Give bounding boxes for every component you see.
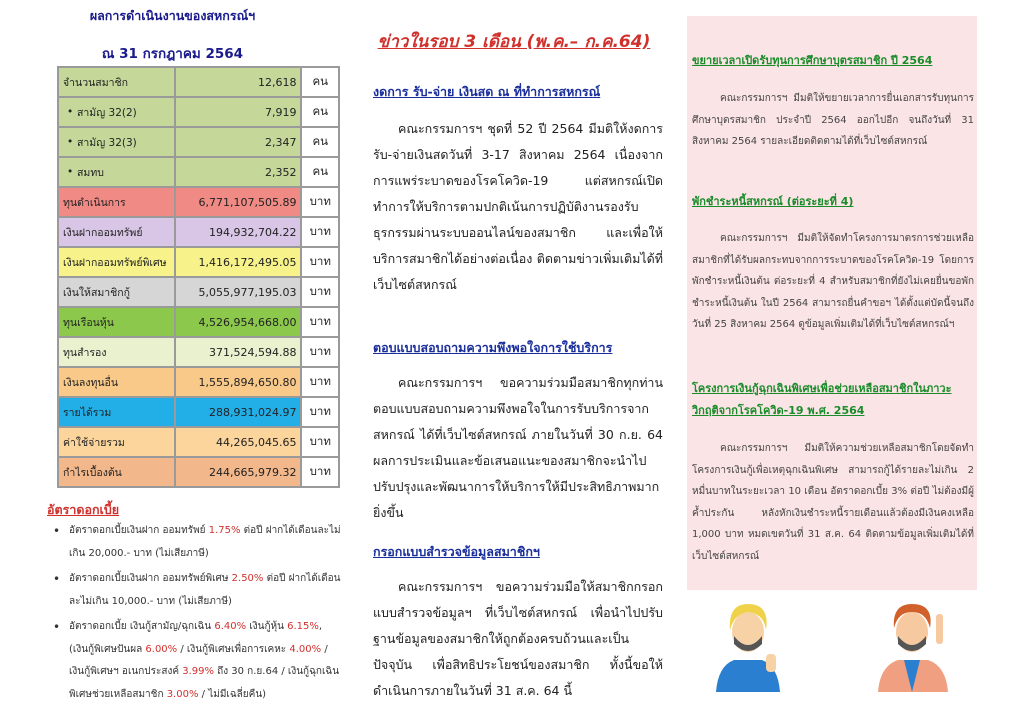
scholarship-body: คณะกรรมการฯ มีมติให้ขยายเวลาการยื่นเอกสารรับทุนการศึกษาบุตรสมาชิก ประจำปี 2564 ออกไปอีก จนถึงวันที่ 31 สิงหาคม 2564 รายละเอียดติดตามได้ที่เว็บไซต์สหกรณ์ (692, 93, 974, 147)
performance-column (0, 0, 345, 724)
stat-row (58, 127, 339, 157)
thumbs-up-hand (766, 654, 776, 672)
rate-text: ต่อปี ฝากได้เดือนละไม่เกิน 20,000.- บาท (ไม่เสียภาษี) (69, 525, 341, 559)
stat-label: รายได้รวม (58, 397, 175, 427)
rate-text: / เงินกู้พิเศษฯ อเนกประสงค์ (69, 643, 328, 677)
rate-text: / เงินกู้พิเศษเพื่อการเคหะ (177, 643, 290, 655)
stat-row (58, 367, 339, 397)
rate-value: 6.15% (287, 621, 319, 632)
rate-value: 6.00% (145, 643, 178, 655)
stat-row (58, 67, 339, 97)
stat-label: กำไรเบื้องต้น (58, 457, 175, 487)
stat-unit: คน (301, 67, 339, 97)
stat-row (58, 277, 339, 307)
stat-value: 1,416,172,495.05 (175, 247, 302, 277)
stat-row (58, 397, 339, 427)
news-member-survey-body: คณะกรรมการฯ ขอความร่วมมือให้สมาชิกกรอกแบบสำรวจข้อมูลฯ ที่เว็บไซต์สหกรณ์ เพื่อนำไปปรับฐานข้อมูลของสมาชิกให้ถูกต้องครบถ้วนและเป็นปัจจุบัน เพื่อสิทธิประโยชน์ของสมาชิก ทั้งนี้ขอให้ดำเนินการภายในวันที่ 31 ส.ค. 64 นี้ (373, 579, 663, 698)
stat-unit: บาท (301, 187, 339, 217)
rate-text: ถึง 30 ก.ย.64 / เงินกู้ฉุกเฉินพิเศษช่วยเหลือสมาชิก (69, 666, 340, 700)
stat-value: 44,265,045.65 (175, 427, 302, 457)
stat-row (58, 247, 339, 277)
news-cash-suspension (373, 82, 663, 298)
interest-rate-item (47, 616, 342, 706)
stat-unit: บาท (301, 307, 339, 337)
masked-person-illustration-1 (712, 596, 784, 692)
stat-value: 2,347 (175, 127, 302, 157)
stat-unit: บาท (301, 457, 339, 487)
performance-table (57, 66, 340, 488)
rate-value: 3.00% (166, 688, 199, 700)
rate-value: 2.50% (231, 573, 264, 584)
news-satisfaction-survey-body: คณะกรรมการฯ ขอความร่วมมือสมาชิกทุกท่าน ตอบแบบสอบถามความพึงพอใจในการรับบริการจากสหกรณ์ ได้ที่เว็บไซต์สหกรณ์ ภายในวันที่ 30 ก.ย. 64 ผลการประเมินและข้อเสนอแนะของสมาชิกจะนำไปปรับปรุงและพัฒนาการให้บริการให้มีประสิทธิภาพมากยิ่งขึ้น (373, 375, 663, 520)
stat-row (58, 337, 339, 367)
bullet-icon: • (53, 572, 61, 586)
emergency-loan-body: คณะกรรมการฯ มีมติให้ความช่วยเหลือสมาชิกโดยจัดทำโครงการเงินกู้เพื่อเหตุฉุกเฉินพิเศษ สามารถกู้ได้รายละไม่เกิน 2 หมื่นบาทในระยะเวลา 10 เดือน อัตราดอกเบี้ย 3% ต่อปี ไม่ต้องมีผู้ค้ำประกัน หลังหักเงินชำระหนี้รายเดือนแล้วต้องมีเงินคงเหลือ 1,000 บาท หมดเขตวันที่ 31 ส.ค. 64 ติดตามข้อมูลเพิ่มเติมได้ที่ เว็บไซต์สหกรณ์ (692, 443, 974, 562)
stat-label: ทุนดำเนินการ (58, 187, 175, 217)
news-member-survey-heading[interactable]: กรอกแบบสำรวจข้อมูลสมาชิกฯ (373, 544, 540, 559)
stat-value: 2,352 (175, 157, 302, 187)
emergency-loan-heading[interactable]: โครงการเงินกู้ฉุกเฉินพิเศษเพื่อช่วยเหลือสมาชิกในภาวะวิกฤติจากโรคโควิด-19 พ.ศ. 2564 (692, 382, 952, 417)
pointing-finger (936, 614, 943, 644)
rate-text: อัตราดอกเบี้ย เงินกู้สามัญ/ฉุกเฉิน (69, 621, 215, 632)
stat-row (58, 427, 339, 457)
stat-unit: บาท (301, 367, 339, 397)
stat-label: ค่าใช้จ่ายรวม (58, 427, 175, 457)
stat-unit: คน (301, 157, 339, 187)
stat-value: 1,555,894,650.80 (175, 367, 302, 397)
rate-text: ต่อปี ฝากได้เดือนละไม่เกิน 10,000.- บาท (ไม่เสียภาษี) (69, 573, 341, 607)
stat-value: 5,055,977,195.03 (175, 277, 302, 307)
performance-date: ณ 31 กรกฎาคม 2564 (101, 46, 244, 62)
performance-title: ผลการดำเนินงานของสหกรณ์ฯ (89, 8, 256, 23)
news-column (358, 0, 670, 724)
rate-value: 1.75% (208, 525, 241, 536)
news-member-survey (373, 542, 663, 704)
stat-unit: บาท (301, 277, 339, 307)
rate-text: , (เงินกู้พิเศษปันผล (69, 621, 323, 655)
rate-value: 3.99% (182, 666, 214, 677)
stat-label: เงินฝากออมทรัพย์พิเศษ (58, 247, 175, 277)
stat-label: เงินฝากออมทรัพย์ (58, 217, 175, 247)
stat-label: ทุนสำรอง (58, 337, 175, 367)
stat-value: 288,931,024.97 (175, 397, 302, 427)
stat-value: 12,618 (175, 67, 302, 97)
stat-label: • สามัญ 32(2) (58, 97, 175, 127)
stat-label: เงินลงทุนอื่น (58, 367, 175, 397)
interest-rate-item (47, 520, 342, 565)
stat-unit: บาท (301, 247, 339, 277)
stat-label: จำนวนสมาชิก (58, 67, 175, 97)
interest-rates-heading: อัตราดอกเบี้ย (47, 502, 120, 517)
stat-row (58, 187, 339, 217)
interest-rate-item (47, 568, 342, 613)
stat-label: เงินให้สมาชิกกู้ (58, 277, 175, 307)
stat-value: 194,932,704.22 (175, 217, 302, 247)
scholarship-heading[interactable]: ขยายเวลาเปิดรับทุนการศึกษาบุตรสมาชิก ปี 2564 (692, 54, 933, 67)
bullet-icon: • (53, 524, 61, 538)
stat-value: 4,526,954,668.00 (175, 307, 302, 337)
stat-unit: คน (301, 97, 339, 127)
news-cash-suspension-heading[interactable]: งดการ รับ-จ่าย เงินสด ณ ที่ทำการสหกรณ์ (373, 84, 601, 99)
rate-text: อัตราดอกเบี้ยเงินฝาก ออมทรัพย์พิเศษ (69, 573, 232, 584)
stat-unit: คน (301, 127, 339, 157)
rate-value: 6.40% (214, 621, 247, 632)
rate-text: เงินกู้หุ้น (246, 621, 288, 632)
announcements-panel (687, 16, 977, 590)
stat-row (58, 97, 339, 127)
news-title: ข่าวในรอบ 3 เดือน (พ.ค.– ก.ค.64) (377, 32, 651, 52)
stat-row (58, 157, 339, 187)
stat-unit: บาท (301, 397, 339, 427)
stat-row (58, 217, 339, 247)
stat-unit: บาท (301, 217, 339, 247)
debt-suspension-body: คณะกรรมการฯ มีมติให้จัดทำโครงการมาตรการช่วยเหลือสมาชิกที่ได้รับผลกระทบจากการระบาดของโรคโควิด-19 โดยการพักชำระหนี้เงินต้น ต่อระยะที่ 4 สำหรับสมาชิกที่ยังไม่เคยยื่นขอพักชำระหนี้เงินต้น ในปี 2564 สามารถยื่นคำขอฯ ได้ตั้งแต่บัดนี้จนถึงวันที่ 25 สิงหาคม 2564 ดูข้อมูลเพิ่มเติมได้ที่เว็บไซต์สหกรณ์ฯ (692, 233, 974, 330)
rate-text: / ไม่มีเฉลี่ยคืน) (198, 688, 267, 700)
bullet-icon: • (53, 620, 61, 634)
stat-row (58, 307, 339, 337)
debt-suspension-heading[interactable]: พักชำระหนี้สหกรณ์ (ต่อระยะที่ 4) (692, 195, 854, 208)
news-satisfaction-survey (373, 338, 663, 526)
stat-unit: บาท (301, 337, 339, 367)
stat-label: ทุนเรือนหุ้น (58, 307, 175, 337)
stat-unit: บาท (301, 427, 339, 457)
stat-label: • สมทบ (58, 157, 175, 187)
interest-rates-list (47, 520, 342, 709)
masked-person-illustration-2 (874, 596, 954, 692)
news-satisfaction-survey-heading[interactable]: ตอบแบบสอบถามความพึงพอใจการใช้บริการ (373, 340, 613, 355)
stat-value: 371,524,594.88 (175, 337, 302, 367)
stat-row (58, 457, 339, 487)
stat-label: • สามัญ 32(3) (58, 127, 175, 157)
news-cash-suspension-body: คณะกรรมการฯ ชุดที่ 52 ปี 2564 มีมติให้งดการรับ-จ่ายเงินสดวันที่ 3-17 สิงหาคม 2564 เนื่องจากการแพร่ระบาดของโรคโควิด-19 แต่สหกรณ์เปิดทำการให้บริการตามปกติเน้นการปฏิบัติงานรองรับธุรกรรมผ่านระบบออนไลน์ของสมาชิก และเพื่อให้บริการสมาชิกได้อย่างต่อเนื่อง ติดตามข่าวเพิ่มเติมได้ที่เว็บไซต์สหกรณ์ (373, 121, 663, 292)
stat-value: 244,665,979.32 (175, 457, 302, 487)
stat-value: 7,919 (175, 97, 302, 127)
stat-value: 6,771,107,505.89 (175, 187, 302, 217)
rate-text: อัตราดอกเบี้ยเงินฝาก ออมทรัพย์ (69, 525, 209, 536)
rate-value: 4.00% (289, 643, 322, 655)
